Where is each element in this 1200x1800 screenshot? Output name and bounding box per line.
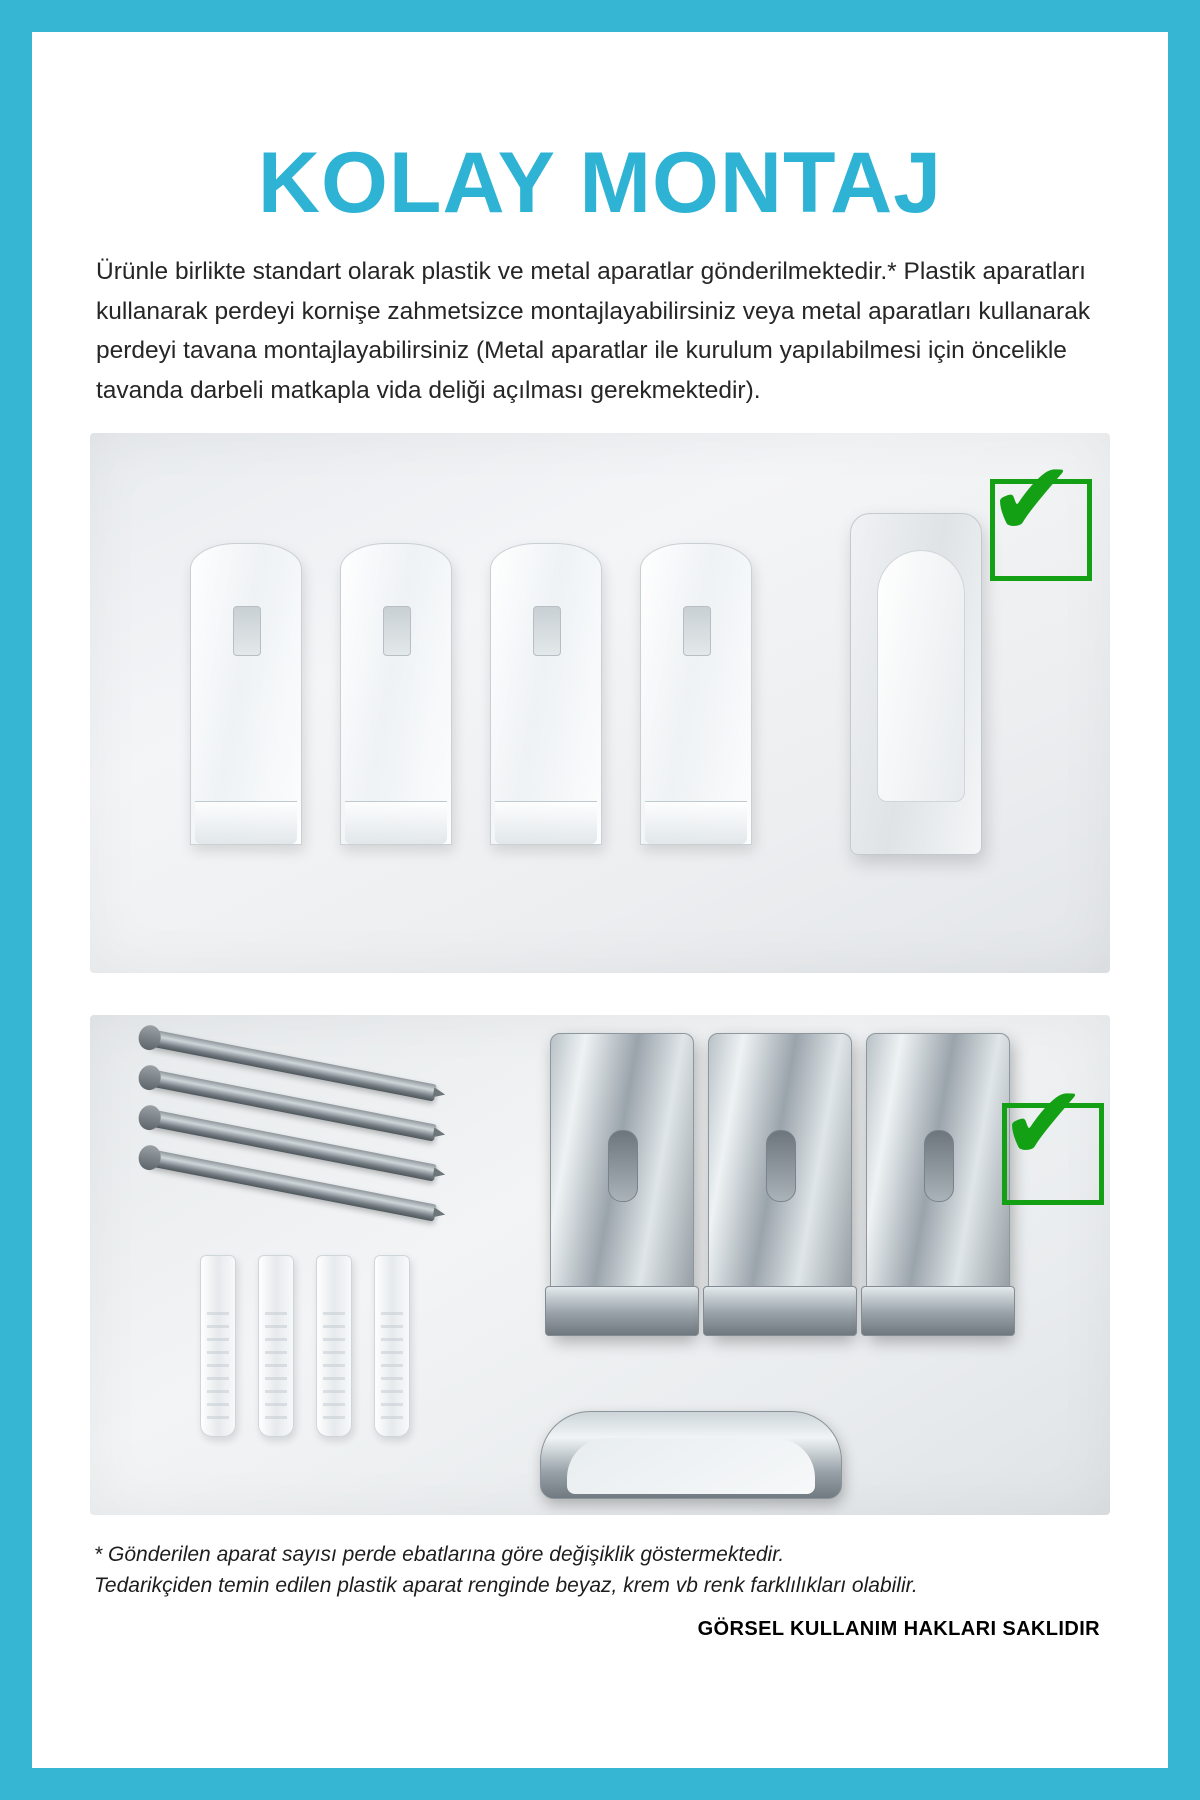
wall-plug [374,1255,410,1437]
metal-bracket-foot [545,1286,699,1336]
footnote-aparat-sayisi: * Gönderilen aparat sayısı perde ebatlarına göre değişiklik göstermektedir. [94,1542,785,1566]
footnotes [90,1539,1110,1641]
plastic-clip-lip [195,801,297,844]
intro-paragraph: Ürünle birlikte standart olarak plastik ve metal aparatlar gönderilmektedir.* Plastik aparatları kullanarak perdeyi kornişe zahmetsizce montajlayabilirsiniz veya metal aparatları kullanarak perdeyi tavana montajlayabilirsiniz (Metal aparatlar ile kurulum yapılabilmesi için öncelikle tavanda darbeli matkapla vida deliği açılması gerekmektedir). [96,258,1091,405]
metal-bracket [866,1033,1010,1335]
plastic-clip [340,543,452,845]
metal-brackets-photo [90,1015,1110,1515]
plastic-clip [190,543,302,845]
metal-bracket-foot [703,1286,857,1336]
wall-plug [200,1255,236,1437]
metal-curved-clip [540,1411,842,1499]
plastic-clip [640,543,752,845]
plastic-end-cap [850,513,982,855]
rights-notice: GÖRSEL KULLANIM HAKLARI SAKLIDIR [697,1617,1100,1640]
footnote-renk-farkliligi: Tedarikçiden temin edilen plastik aparat renginde beyaz, krem vb renk farklılıkları olabilir. [94,1574,918,1598]
check-mark-icon: ✔ [1000,1061,1088,1184]
page-title: KOLAY MONTAJ [257,135,943,231]
metal-bracket [550,1033,694,1335]
metal-bracket-foot [861,1286,1015,1336]
wall-plug [316,1255,352,1437]
wall-plug [258,1255,294,1437]
plastic-clip [490,543,602,845]
poster-content [32,32,1168,1768]
plastic-clip-lip [645,801,747,844]
metal-bracket [708,1033,852,1335]
plastic-brackets-photo [90,433,1110,973]
plastic-clip-lip [345,801,447,844]
check-mark-icon: ✔ [988,437,1076,560]
plastic-clip-lip [495,801,597,844]
